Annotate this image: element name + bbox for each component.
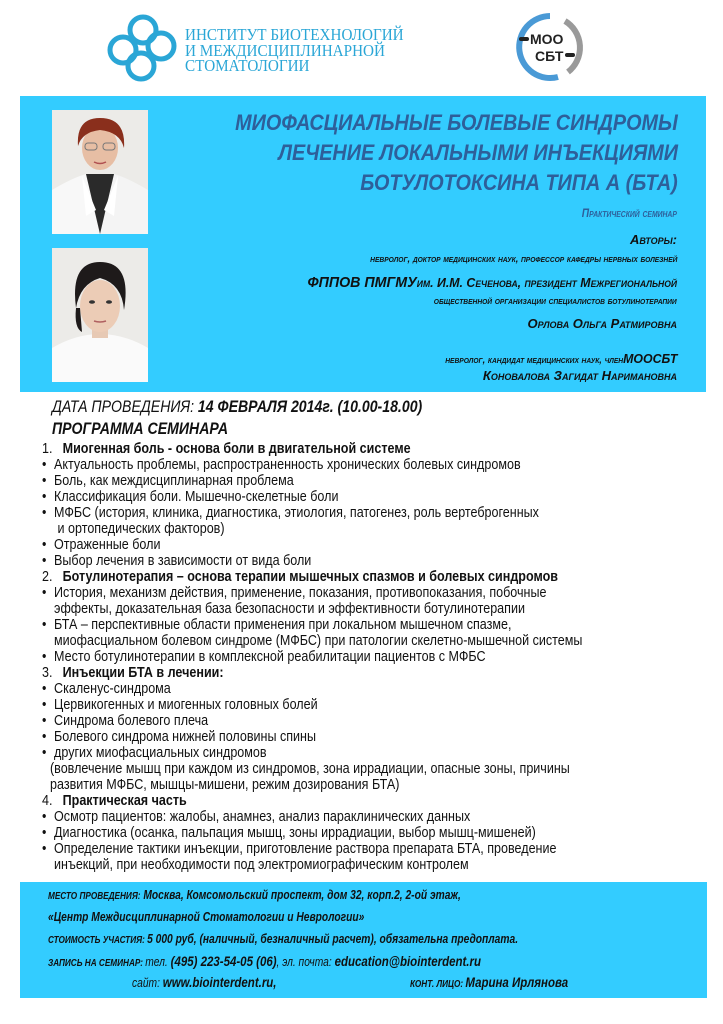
event-date: ДАТА ПРОВЕДЕНИЯ: 14 ФЕВРАЛЯ 2014г. (10.00-18.00) [52,397,423,416]
authors-label: Авторы: [629,232,677,247]
author1-name: Орлова Ольга Ратмировна [527,316,677,331]
list-item: • БТА – перспективные области применения при локальном мышечном спазме, [42,617,512,633]
contact-line: КОНТ. ЛИЦО: Марина Ирлянова [410,974,569,990]
moo-sbt-logo-icon [513,10,587,84]
cost-line: СТОИМОСТЬ УЧАСТИЯ: 5 000 руб, (наличный, безналичный расчет), обязательна предоплата. [48,932,519,946]
site-line: сайт: www.biointerdent.ru, [132,974,277,990]
author1-title-line-1: невролог, доктор медицинских наук, профессор кафедры нервных болезней [369,254,677,265]
list-item: • МФБС (история, клиника, диагностика, этиология, патогенез, роль вертеброгенных [42,505,539,521]
list-item: • Диагностика (осанка, пальпация мышц, зоны иррадиации, выбор мышц-мишеней) [42,825,536,841]
institute-name-line: ИНСТИТУТ БИОТЕХНОЛОГИЙ [185,25,404,44]
hero-title-line-3: БОТУЛОТОКСИНА ТИПА А (БТА) [360,170,678,195]
institute-logo-icon [105,12,180,84]
list-item: • Боль, как междисциплинарная проблема [42,473,294,489]
list-item: • История, механизм действия, применение, показания, противопоказания, побочные [42,585,547,601]
list-item: • Отраженные боли [42,537,161,553]
list-item-continued: и ортопедических факторов) [54,521,225,537]
section-3-note: (вовлечение мышц при каждом из синдромов, зона иррадиации, опасные зоны, причины [50,761,570,777]
author-photo-konovalova [52,248,148,382]
hero-title-line-1: МИОФАСЦИАЛЬНЫЕ БОЛЕВЫЕ СИНДРОМЫ [235,110,678,135]
program-section-2-title: 2. Ботулинотерапия – основа терапии мышечных спазмов и болевых синдромов [42,569,558,585]
program-section-1-title: 1. Миогенная боль - основа боли в двигательной системе [42,441,411,457]
list-item: • других миофасциальных синдромов [42,745,267,761]
list-item: • Классификация боли. Мышечно-скелетные боли [42,489,339,505]
section-3-note-continued: развития МФБС, мышцы-мишени, режим дозирования БТА) [50,777,400,793]
hero-title-line-2: ЛЕЧЕНИЕ ЛОКАЛЬНЫМИ ИНЪЕКЦИЯМИ [278,140,678,165]
program-section-4-title: 4. Практическая часть [42,793,187,809]
svg-text:СБТ: СБТ [535,48,564,64]
hero-subtitle: Практический семинар [581,206,677,220]
list-item: • Место ботулинотерапии в комплексной реабилитации пациентов с МФБС [42,649,486,665]
email-link[interactable]: education@biointerdent.ru [334,953,481,969]
list-item-continued: миофасциальном болевом синдроме (МФБС) при патологии скелетно-мышечной системы [54,633,583,649]
author1-title-line-2: ФППОВ ПМГМУим. И.М. Сеченова, президент Межрегиональной [307,274,677,291]
program-title: ПРОГРАММА СЕМИНАРА [52,419,229,438]
list-item: • Цервикогенных и миогенных головных болей [42,697,318,713]
author-photo-orlova [52,110,148,234]
phone-link[interactable]: (495) 223-54-05 (06) [170,953,277,969]
list-item: • Болевого синдрома нижней половины спины [42,729,317,745]
list-item-continued: инъекций, при необходимости под электромиографическим контролем [54,857,469,873]
author1-title-line-3: общественной организации специалистов ботулинотерапии [434,296,677,307]
institute-name-line: СТОМАТОЛОГИИ [185,56,310,75]
venue-line: МЕСТО ПРОВЕДЕНИЯ: Москва, Комсомольский проспект, дом 32, корп.2, 2-ой этаж, [48,888,461,902]
footer-panel [20,882,707,998]
author2-title: невролог, кандидат медицинских наук, членМООСБТ [444,351,677,366]
list-item: • Осмотр пациентов: жалобы, анамнез, анализ параклинических данных [42,809,471,825]
list-item: • Скаленус-синдрома [42,681,171,697]
venue-center: «Центр Междисциплинарной Стоматологии и Неврологии» [48,910,365,924]
list-item: • Актуальность проблемы, распространенность хронических болевых синдромов [42,457,521,473]
hero-panel [20,96,706,392]
svg-text:МОО: МОО [530,31,564,47]
list-item: • Определение тактики инъекции, приготовление раствора препарата БТА, проведение [42,841,557,857]
list-item-continued: эффекты, доказательная база безопасности и эффективности ботулинотерапии [54,601,525,617]
list-item: • Синдрома болевого плеча [42,713,209,729]
signup-line: ЗАПИСЬ НА СЕМИНАР: тел. (495) 223-54-05 (06), эл. почта: education@biointerdent.ru [48,953,481,969]
program-section-3-title: 3. Инъекции БТА в лечении: [42,665,224,681]
institute-name [185,27,423,74]
list-item: • Выбор лечения в зависимости от вида боли [42,553,312,569]
website-link[interactable]: www.biointerdent.ru, [162,974,277,990]
institute-name-line: И МЕЖДИСЦИПЛИНАРНОЙ [185,40,385,60]
author2-name: Коновалова Загидат Наримановна [482,368,677,383]
